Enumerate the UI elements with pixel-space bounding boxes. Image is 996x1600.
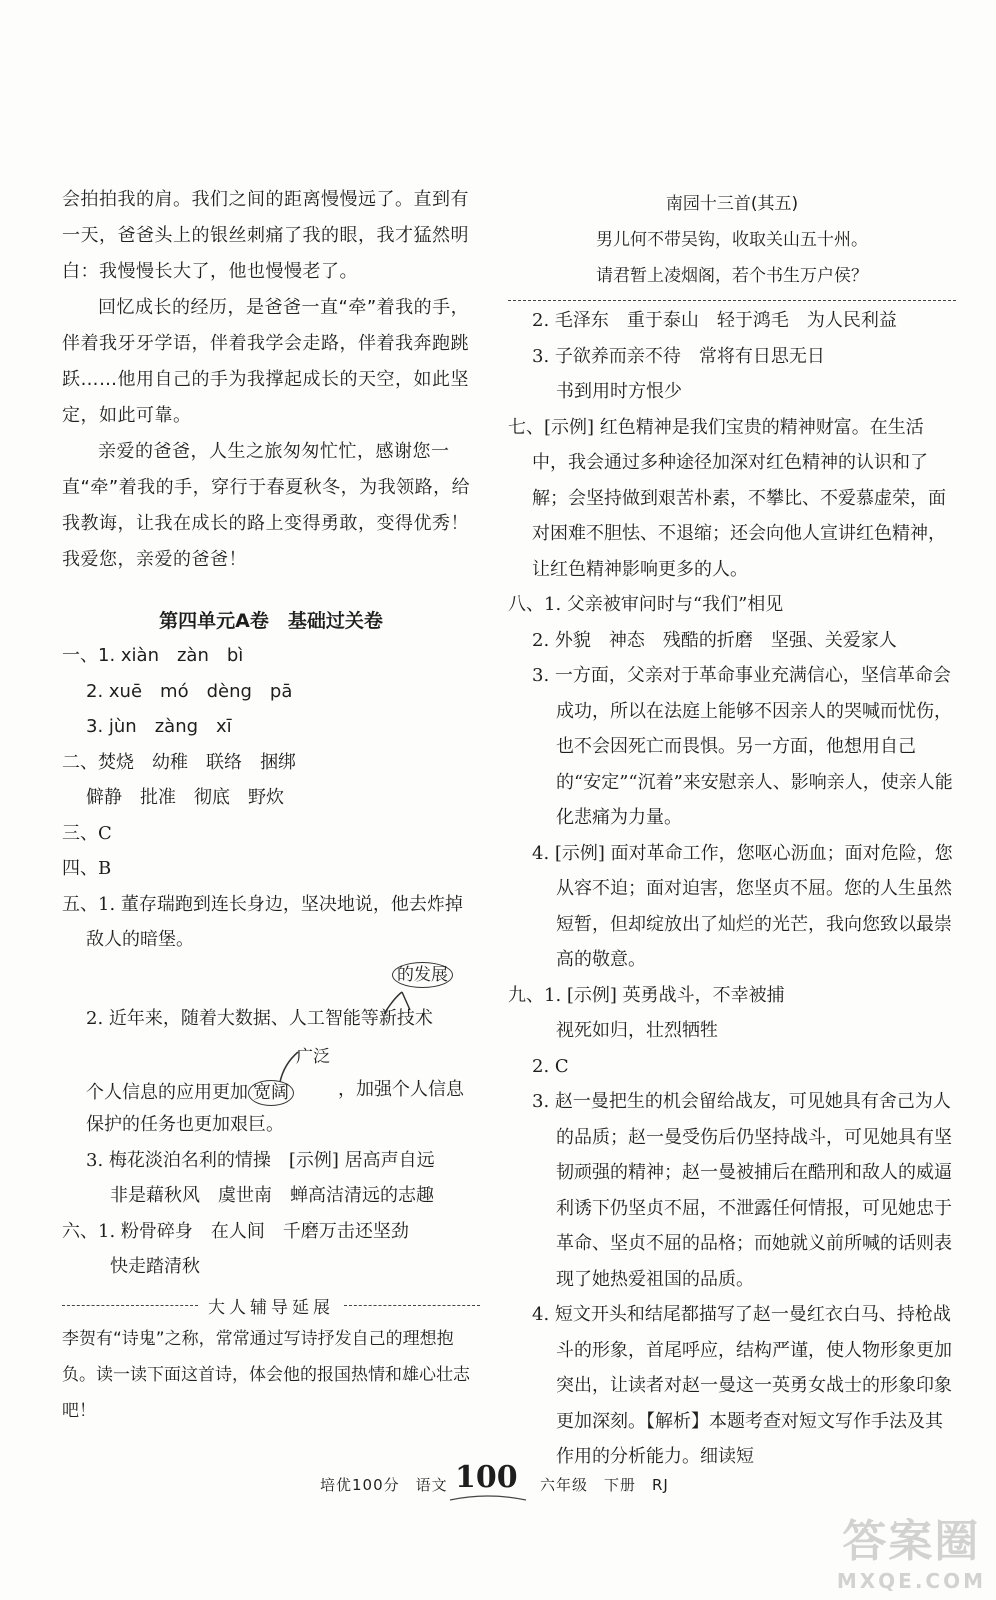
answer-q9-4: 4. 短文开头和结尾都描写了赵一曼红衣白马、持枪战斗的形象，首尾呼应，结构严谨，使人物形象更加突出，让读者对赵一曼这一英勇女战士的形象印象更加深刻。【解析】本题考查对短文写作手法及其作用的分析能力。细读短 [532, 1304, 952, 1467]
answer-q2-line2: 僻静 批准 彻底 野炊 [86, 787, 284, 808]
answer-q1-1: 一、1. xiàn zàn bì [62, 645, 244, 666]
essay-paragraph: 亲爱的爸爸，人生之旅匆匆忙忙，感谢您一直“牵”着我的手，穿行于春夏秋冬，为我领路，给我教诲，让我在成长的路上变得勇敢，变得优秀！我爱您，亲爱的爸爸！ [62, 441, 471, 570]
answer-q8-3: 3. 一方面，父亲对于革命事业充满信心，坚信革命会成功，所以在法庭上能够不因亲人的哭喊而忧伤，也不会因死亡而畏惧。另一方面，他想用自己的“安定”“沉着”来安慰亲人、影响亲人，使亲人能化悲痛为力量。 [532, 665, 953, 828]
circled-word: 宽阔 [248, 1080, 294, 1106]
poem-title: 南园十三首(其五) [665, 194, 799, 214]
unit-title: 第四单元A卷 基础过关卷 [159, 610, 383, 632]
answer-q7: 七、[示例] 红色精神是我们宝贵的精神财富。在生活中，我会通过多种途径加深对红色精神的认识和了解；会坚持做到艰苦朴素，不攀比、不爱慕虚荣，面对困难不胆怯、不退缩；还会向他人宣讲红色精神，让红色精神影响更多的人。 [508, 416, 946, 580]
watermark-top: 答案圈 [842, 1516, 981, 1567]
answer-q5-3-line1: 3. 梅花淡泊名利的情操 [示例] 居高声自远 [86, 1149, 435, 1171]
watermark-bottom: MXQE.COM [836, 1569, 986, 1593]
answer-q2-line1: 二、焚烧 幼稚 联络 捆绑 [62, 751, 296, 773]
answer-q3: 三、C [62, 822, 112, 844]
extension-title: 大人辅导延展 [208, 1298, 334, 1318]
essay-paragraph: 回忆成长的经历，是爸爸一直“牵”着我的手，伴着我牙牙学语，伴着我学会走路，伴着我奔跑跳跃……他用自己的手为我撑起成长的天空，如此坚定，如此可靠。 [62, 297, 470, 426]
divider [62, 1305, 198, 1306]
answer-q8-1: 八、1. 父亲被审问时与“我们”相见 [508, 594, 784, 615]
right-column [508, 182, 956, 1475]
answer-q5-1: 五、1. 董存瑞跑到连长身边，坚决地说，他去炸掉敌人的暗堡。 [62, 893, 463, 950]
text-before: 个人信息的应用更加 [86, 1081, 248, 1103]
correction-line-1 [62, 958, 480, 1038]
divider [344, 1305, 480, 1306]
left-column [62, 182, 480, 1429]
answer-q4: 四、B [62, 858, 112, 879]
answer-q8-4: 4. [示例] 面对革命工作，您呕心沥血；面对危险，您从容不迫；面对迫害，您坚贞不屈。您的人生虽然短暂，但却绽放出了灿烂的光芒，我向您致以最崇高的敬意。 [532, 842, 953, 970]
answer-q6-1-line2: 快走踏清秋 [110, 1256, 200, 1277]
answer-q1-3: 3. jùn zàng xī [86, 716, 232, 737]
replacement-word: 广泛 [296, 1046, 330, 1067]
page-number: 100 [455, 1460, 518, 1495]
answer-q1-2: 2. xuē mó dèng pā [86, 680, 293, 702]
essay-paragraph: 会拍拍我的肩。我们之间的距离慢慢远了。直到有一天，爸爸头上的银丝刺痛了我的眼，我才猛然明白：我慢慢长大了，他也慢慢老了。 [62, 189, 469, 282]
correction-line-2 [62, 1038, 480, 1114]
answer-q9-1-line1: 九、1. [示例] 英勇战斗，不幸被捕 [508, 984, 785, 1006]
answer-q6-2: 2. 毛泽东 重于泰山 轻于鸿毛 为人民利益 [532, 310, 897, 331]
answer-q9-3: 3. 赵一曼把生的机会留给战友，可见她具有舍己为人的品质；赵一曼受伤后仍坚持战斗，可见她具有坚韧顽强的精神；赵一曼被捕后在酷刑和敌人的威逼利诱下仍坚贞不屈，不泄露任何情报，可见她忠于革命、坚贞不屈的品格；而她就义前所喊的话则表现了她热爱祖国的品质。 [532, 1091, 952, 1290]
page-ornament-icon [448, 1494, 528, 1504]
watermark-logo [837, 1505, 986, 1593]
answer-q5-2-tail: ，加强个人信息保护的任务也更加艰巨。 [86, 1078, 464, 1135]
answer-q5-2-continued [86, 1078, 294, 1106]
poem [508, 186, 956, 294]
extension-box [62, 1291, 480, 1429]
answer-q9-2: 2. C [532, 1055, 569, 1077]
answer-q5-2: 2. 近年来，随着大数据、人工智能等新技术 [86, 1007, 433, 1029]
inserted-text-bubble: 的发展 [392, 962, 453, 988]
answer-q6-3-line2: 书到用时方恨少 [556, 381, 682, 402]
extension-header [62, 1291, 480, 1321]
essay [62, 182, 480, 578]
divider [508, 300, 956, 301]
answer-q9-1-line2: 视死如归，壮烈牺牲 [556, 1020, 718, 1041]
footer-book-title: 培优100分 语文 [320, 1476, 448, 1494]
poem-line: 男儿何不带吴钩，收取关山五十州。 [596, 230, 868, 250]
footer-grade-info: 六年级 下册 RJ [540, 1476, 669, 1494]
poem-line: 请君暂上凌烟阁，若个书生万户侯？ [596, 266, 868, 286]
answer-q8-2: 2. 外貌 神态 残酷的折磨 坚强、关爱家人 [532, 629, 897, 651]
answer-q5-3-line2: 非是藉秋风 虞世南 蝉高洁清远的志趣 [110, 1185, 434, 1206]
answer-q6-3-line1: 3. 子欲养而亲不待 常将有日思无日 [532, 345, 825, 367]
extension-text: 李贺有“诗鬼”之称，常常通过写诗抒发自己的理想抱负。读一读下面这首诗，体会他的报国热情和雄心壮志吧！ [62, 1328, 470, 1421]
answer-q6-1-line1: 六、1. 粉骨碎身 在人间 千磨万击还坚劲 [62, 1220, 409, 1242]
